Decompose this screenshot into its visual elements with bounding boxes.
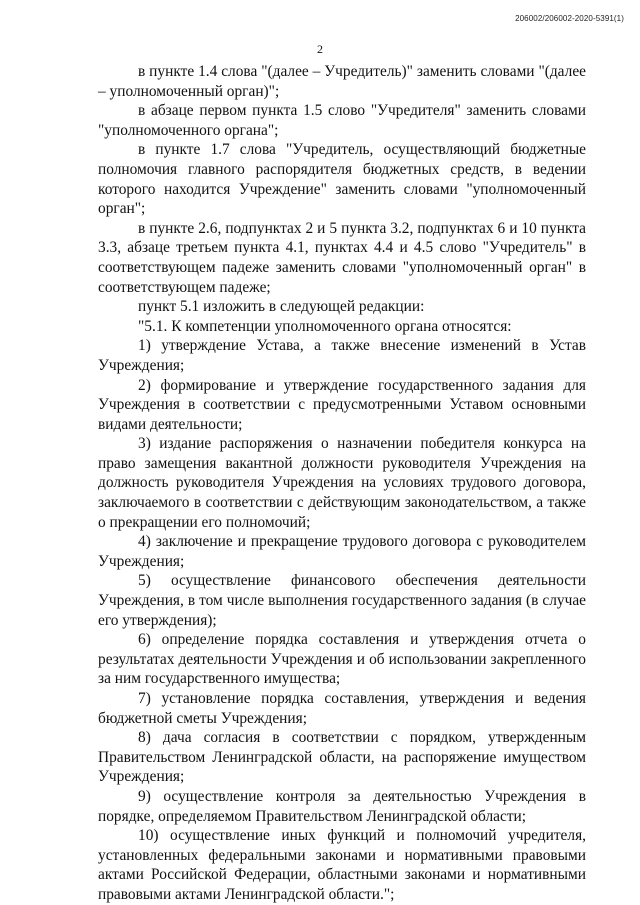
paragraph: в пункте 1.7 слова "Учредитель, осуществляющий бюджетные полномочия главного распорядителя бюджетных средств, в ведении которого находится Учреждение" заменить словами "уполномоченный орган";	[98, 141, 586, 218]
list-item: 1) утверждение Устава, а также внесение изменений в Устав Учреждения;	[98, 337, 586, 374]
list-item: 3) издание распоряжения о назначении победителя конкурса на право замещения вакантной должности руководителя Учреждения на должность руководителя Учреждения на условиях трудового договора, заключаемого в соответствии с действующим законодательством, а также о прекращении его полномочий;	[98, 435, 586, 531]
document-code: 206002/206002-2020-5391(1)	[515, 14, 624, 23]
list-item: 2) формирование и утверждение государственного задания для Учреждения в соответствии с предусмотренными Уставом основными видами деятельности;	[98, 376, 586, 433]
paragraph: в пункте 2.6, подпунктах 2 и 5 пункта 3.2, подпунктах 6 и 10 пункта 3.3, абзаце третьем пункта 4.1, пунктах 4.4 и 4.5 слово "Учредитель" в соответствующем падеже заменить словами "уполномоченный орган" в соответствующем падеже;	[98, 219, 586, 296]
paragraph: в пункте 1.4 слова "(далее – Учредитель)" заменить словами "(далее – уполномоченный орган)";	[98, 63, 586, 100]
list-item: 4) заключение и прекращение трудового договора с руководителем Учреждения;	[98, 533, 586, 570]
list-item: 5) осуществление финансового обеспечения деятельности Учреждения, в том числе выполнения государственного задания (в случае его утверждения);	[98, 572, 586, 629]
paragraph: пункт 5.1 изложить в следующей редакции:	[138, 298, 425, 316]
paragraph: "5.1. К компетенции уполномоченного органа относятся:	[138, 317, 512, 335]
list-item: 8) дача согласия в соответствии с порядком, утвержденным Правительством Ленинградской области, на распоряжение имуществом Учреждения;	[98, 729, 586, 786]
paragraph: в абзаце первом пункта 1.5 слово "Учредителя" заменить словами "уполномоченного органа";	[98, 102, 586, 139]
list-item: 9) осуществление контроля за деятельностью Учреждения в порядке, определяемом Правительством Ленинградской области;	[98, 787, 586, 825]
document-body	[98, 62, 586, 905]
list-item: 10) осуществление иных функций и полномочий учредителя, установленных федеральными законами и нормативными правовыми актами Российской Федерации, областными законами и нормативными правовыми актами Ленинградской области.";	[98, 827, 586, 903]
list-item: 7) установление порядка составления, утверждения и ведения бюджетной сметы Учреждения;	[98, 690, 586, 727]
page-number: 2	[317, 42, 323, 56]
list-item: 6) определение порядка составления и утверждения отчета о результатах деятельности Учреждения и об использовании закрепленного за ним государственного имущества;	[98, 631, 586, 688]
